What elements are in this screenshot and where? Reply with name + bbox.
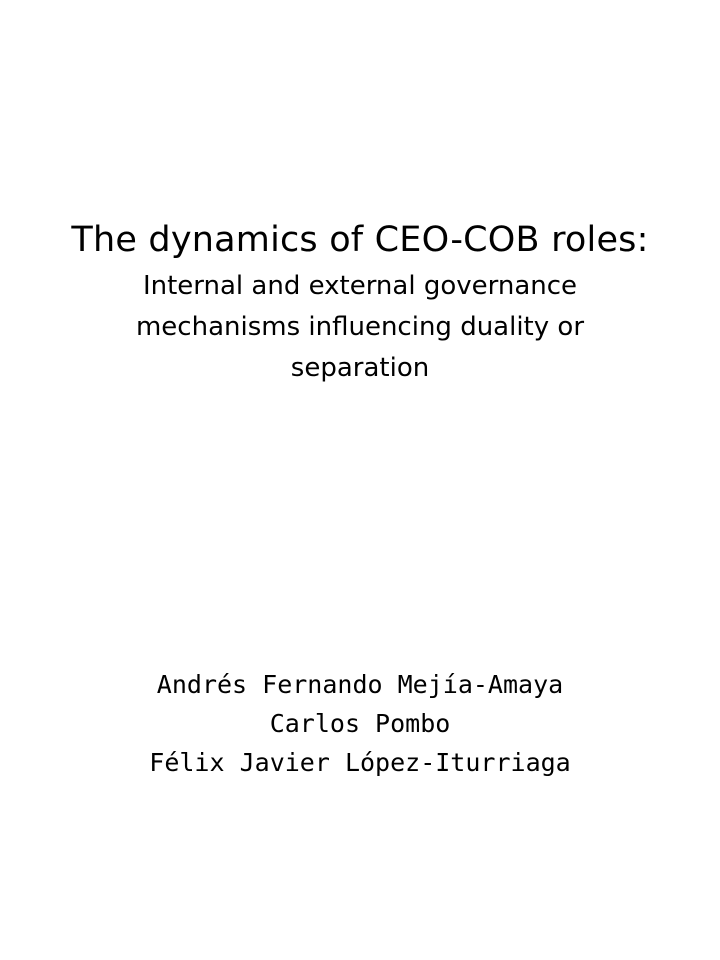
title-block — [0, 218, 720, 389]
page-title: The dynamics of CEO-COB roles: — [71, 220, 649, 260]
page-subtitle: Internal and external governance mechanisms influencing duality or separation — [135, 271, 585, 383]
author-name: Carlos Pombo — [269, 709, 451, 738]
authors-block — [0, 665, 720, 782]
author-name: Andrés Fernando Mejía-Amaya — [156, 670, 564, 699]
author-name: Félix Javier López-Iturriaga — [149, 748, 571, 777]
